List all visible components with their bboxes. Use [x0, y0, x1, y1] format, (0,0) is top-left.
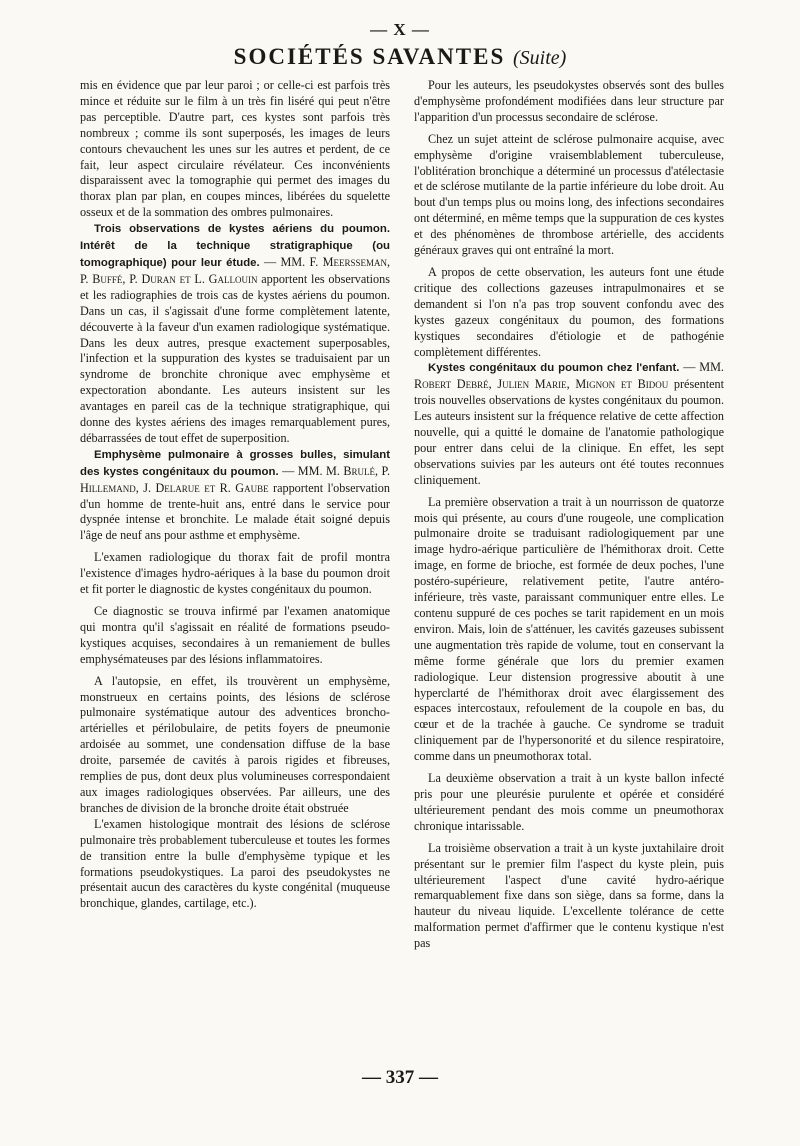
paragraph: Chez un sujet atteint de sclérose pulmonaire acquise, avec emphysème d'origine vraisemblablement tuberculeuse, l'oblitération bronchique a déterminé un processus d'atélectasie et de sclérose mutilante de la partie inférieure du lobe droit. Au bout d'un temps plus ou moins long, des infections secondaires ont déterminé, en même temps que la suppuration de ces kystes et des phénomènes de thrombose artérielle, des accidents généraux graves qui ont entraîné la mort. [414, 131, 724, 258]
authors: M. Brulé, P. Hillemand, J. Delarue et R. Gaube [80, 463, 390, 495]
section-heading [0, 44, 800, 70]
left-column [80, 78, 390, 912]
authors: F. Meersseman, P. Buffé, P. Duran et L. Gallouin [80, 254, 391, 286]
paragraph-debre [414, 360, 724, 488]
paragraph-body: apportent les observations et les radiographies de trois cas de kystes aériens du poumon. Dans un cas, il s'agissait d'une forme complètement latente, découverte à la faveur d'un examen radiologique systématique. Dans les deux autres, presque exactement superposables, l'infection et la suppuration des kystes se traduisaient par un syndrome de bronchite chronique avec emphysème et expectoration abondante. Les auteurs insistent sur les avantages en pareil cas de la technique stratigraphique, qui donne des kystes aériens des images remarquablement pures, débarrassées de tout effet de superposition. [80, 271, 390, 445]
paragraph-meersseman [80, 221, 390, 447]
authors: Robert Debré, Julien Marie, Mignon et Bidou [414, 377, 669, 392]
roman-page-marker: — X — [370, 20, 430, 39]
article-title: Kystes congénitaux du poumon chez l'enfant. [428, 362, 680, 375]
paragraph: L'examen radiologique du thorax fait de profil montra l'existence d'images hydro-aériques à la base du poumon droit et fit porter le diagnostic de kystes congénitaux du poumon. [80, 550, 390, 597]
right-column [414, 78, 724, 952]
paragraph: La troisième observation a trait à un kyste juxtahilaire droit présentant sur le premier film l'aspect du kyste plein, puis ultérieurement l'aspect d'une cavité hydro-aérique remarquablement fixe dans son siège, dans sa forme, dans la hauteur du niveau liquide. L'excellente tolérance de cette malformation permet d'affirmer que le contenu kystique n'est pas [414, 840, 724, 951]
paragraph-brule [80, 447, 390, 544]
paragraph: A propos de cette observation, les auteurs font une étude critique des collections gazeuses intrapulmonaires et se demandent si l'on n'a pas trop souvent confondu avec des kystes gazeux congénitaux du poumon, des formations kystiques secondaires d'étiologie et de pathogénie complètement différentes. [414, 264, 724, 359]
paragraph: L'examen histologique montrait des lésions de sclérose pulmonaire très probablement tuberculeuse et toutes les formes de transition entre la bulle d'emphysème typique et les formations pseudokystiques. La paroi des pseudokystes ne présentait aucun des caractères du kyste congénital (muqueuse bronchique, glandes, cartilage, etc.). [80, 816, 390, 911]
article-title: Trois observations de kystes aériens du poumon. Intérêt de la technique stratigraphique (ou tomographique) pour leur étude. [80, 223, 390, 269]
article-title: Emphysème pulmonaire à grosses bulles, simulant des kystes congénitaux du poumon. [80, 448, 390, 478]
authors-prefix: — MM. [679, 360, 724, 375]
authors-prefix: — MM. [259, 254, 310, 269]
authors-prefix: — MM. [278, 463, 326, 478]
paragraph: A l'autopsie, en effet, ils trouvèrent un emphysème, monstrueux en certains points, des lésions de sclérose pulmonaire systématique autour des adventices broncho-artérielles et périlobulaire, de petits foyers de pneumonie ardoisée au sommet, une condensation diffuse de la base droite, parsemée de cavités à parois rigides et fibreuses, remplies de pus, dont deux plus volumineuses correspondaient aux images radiologiques observées. Par ailleurs, une des branches de division de la bronche droite était obstruée [80, 673, 390, 815]
paragraph: Pour les auteurs, les pseudokystes observés sont des bulles d'emphysème profondément modifiées dans leur structure par l'apparition d'un processus secondaire de sclérose. [414, 78, 724, 124]
section-title: SOCIÉTÉS SAVANTES [233, 44, 506, 69]
paragraph-body: présentent trois nouvelles observations de kystes congénitaux du poumon. Les auteurs insistent sur la fréquence relative de cette affection nouvelle, qui a quitté le domaine de l'anatomie pathologique pour entrer dans celui de la clinique. En effet, les sept observations suivies par les auteurs ont été toutes reconnues cliniquement. [414, 377, 724, 487]
paragraph: La première observation a trait à un nourrisson de quatorze mois qui présente, au cours d'une rougeole, une complication pulmonaire droite se traduisant radiologiquement par une image hydro-aérique particulière de l'hémithorax droit. Cette image, en forme de brioche, est formée de deux poches, l'une postéro-supérieure, relativement petite, l'autre antéro-inférieure, très vaste, paraissant communiquer entre elles. Le contenu suppuré de ces poches se tarit rapidement en un mois environ. Mais, loin de s'atténuer, les cavités gazeuses subissent une augmentation très rapide de volume, tout en conservant la même forme générale que lors du premier examen radiologique. Leur distension progressive aboutit à une hyperclarté de l'hémithorax droit avec élargissement des espaces intercostaux, refoulement de la coupole en bas, du cœur et de la trachée à gauche. Ce syndrome se traduit cliniquement par de l'hypersonorité et du silence respiratoire, comme dans un pneumothorax total. [414, 494, 724, 764]
paragraph: La deuxième observation a trait à un kyste ballon infecté pris pour une pleurésie purulente et opérée et considéré ultérieurement pendant des mois comme un pneumothorax chronique intarissable. [414, 771, 724, 833]
section-suite: (Suite) [513, 47, 567, 69]
paragraph: Ce diagnostic se trouva infirmé par l'examen anatomique qui montra qu'il s'agissait en réalité de formations pseudo-kystiques acquises, secondaires à un remaniement de bulles emphysémateuses par des lésions inflammatoires. [80, 604, 390, 666]
paragraph: mis en évidence que par leur paroi ; or celle-ci est parfois très mince et réduite sur le film à un très fin liséré qui peut n'être pas perceptible. D'autre part, ces kystes sont parfois très nombreux ; comme ils sont superposés, les images de leurs contours chevauchent les unes sur les autres et perdent, de ce fait, leur aspect circulaire révélateur. Ces inconvénients disparaissent avec la tomographie qui permet des images du thorax plan par plan, en coupes minces, libérées du squelette osseux et de la sommation des ombres pulmonaires. [80, 78, 390, 220]
paragraph-body: rapportent l'observation d'un homme de trente-huit ans, entré dans le service pour dyspnée intense et bronchite. Le malade était soigné depuis l'âge de neuf ans pour asthme et emphysème. [80, 480, 390, 543]
page-number: — 337 — [362, 1067, 438, 1088]
